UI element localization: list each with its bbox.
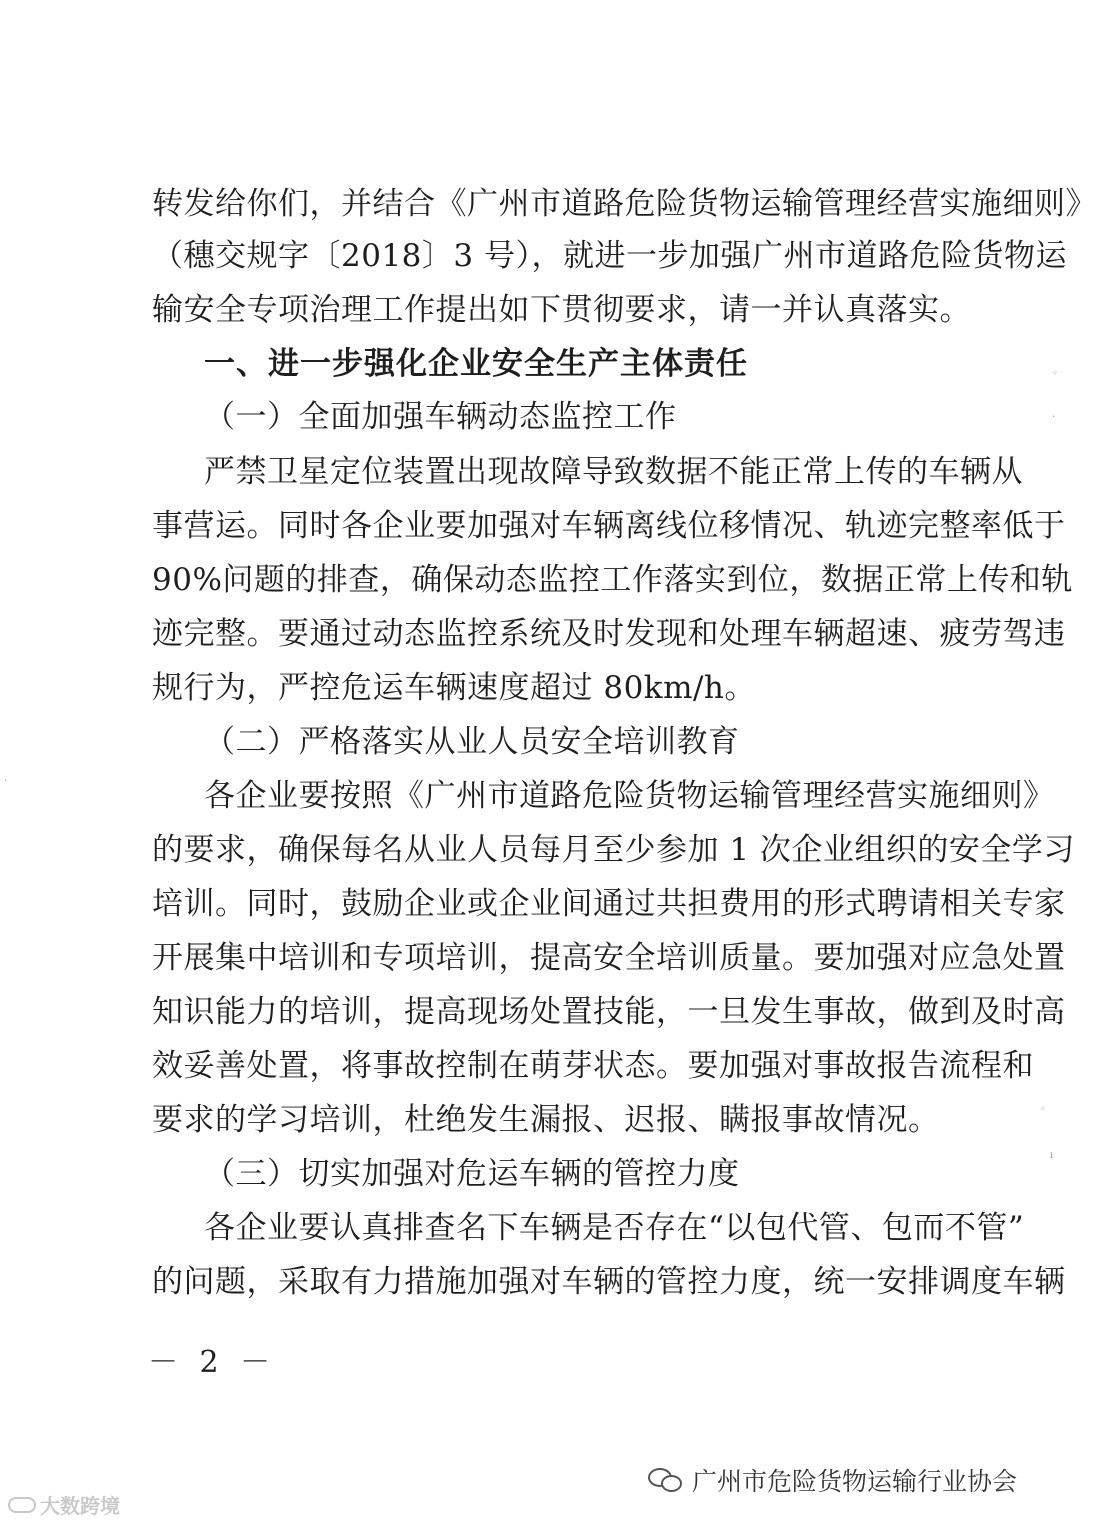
body-text-line: 知识能力的培训，提高现场处置技能，一旦发生事故，做到及时高: [152, 994, 1066, 1030]
watermark-right: [648, 1462, 1017, 1498]
subsection-heading: （二）严格落实从业人员安全培训教育: [204, 724, 740, 760]
body-text-line: 培训。同时，鼓励企业或企业间通过共担费用的形式聘请相关专家: [152, 886, 1066, 922]
scan-speck: ·: [4, 776, 8, 787]
scan-speck: ·: [1052, 412, 1056, 423]
body-text-line: 严禁卫星定位装置出现故障导致数据不能正常上传的车辆从: [204, 454, 1023, 490]
subsection-heading: （一）全面加强车辆动态监控工作: [204, 399, 677, 435]
body-text-line: 规行为，严控危运车辆速度超过 80km/h。: [152, 670, 756, 706]
scan-speck: ◦: [1040, 1104, 1046, 1115]
body-text-line: 开展集中培训和专项培训，提高安全培训质量。要加强对应急处置: [152, 940, 1066, 976]
chain-logo-icon: [8, 1497, 36, 1513]
watermark-right-text: 广州市危险货物运输行业协会: [692, 1467, 1018, 1496]
page-number: － 2 －: [148, 1345, 277, 1380]
body-text-line: （穗交规字〔2018〕3 号），就进一步加强广州市道路危险货物运: [152, 238, 1067, 274]
body-text-line: 各企业要认真排查名下车辆是否存在“以包代管、包而不管”: [204, 1210, 1025, 1246]
subsection-heading: （三）切实加强对危运车辆的管控力度: [204, 1156, 740, 1192]
body-text-line: 迹完整。要通过动态监控系统及时发现和处理车辆超速、疲劳驾违: [152, 616, 1066, 652]
body-text-line: 输安全专项治理工作提出如下贯彻要求，请一并认真落实。: [152, 292, 971, 328]
watermark-left: [8, 1490, 120, 1519]
body-text-line: 90%问题的排查，确保动态监控工作落实到位，数据正常上传和轨: [152, 562, 1073, 598]
body-text-line: 的要求，确保每名从业人员每月至少参加 1 次企业组织的安全学习: [152, 832, 1075, 868]
watermark-left-text: 大数跨境: [40, 1494, 120, 1518]
scan-speck: ı: [1050, 1150, 1054, 1161]
body-text-line: 效妥善处置，将事故控制在萌芽状态。要加强对事故报告流程和: [152, 1048, 1034, 1084]
section-heading: 一、进一步强化企业安全生产主体责任: [204, 346, 748, 382]
body-text-line: 要求的学习培训，杜绝发生漏报、迟报、瞒报事故情况。: [152, 1102, 940, 1138]
scan-speck: ◦: [1052, 368, 1058, 379]
body-text-line: 事营运。同时各企业要加强对车辆离线位移情况、轨迹完整率低于: [152, 508, 1066, 544]
wechat-icon: [648, 1466, 684, 1494]
body-text-line: 的问题，采取有力措施加强对车辆的管控力度，统一安排调度车辆: [152, 1264, 1066, 1300]
body-text-line: 各企业要按照《广州市道路危险货物运输管理经营实施细则》: [204, 778, 1055, 814]
body-text-line: 转发给你们，并结合《广州市道路危险货物运输管理经营实施细则》: [152, 186, 1097, 222]
